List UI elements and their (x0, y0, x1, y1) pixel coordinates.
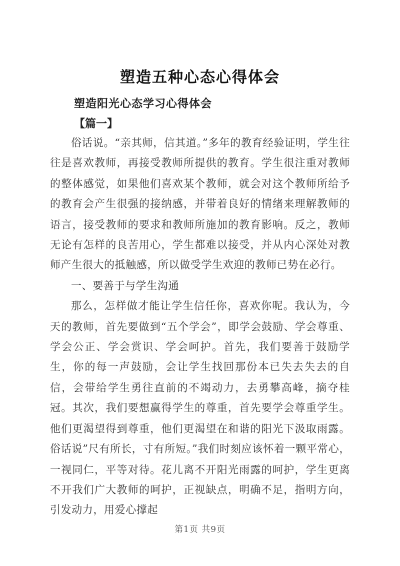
document-body (50, 133, 350, 521)
document-subtitle: 塑造阳光心态学习心得体会 (74, 97, 212, 110)
paragraph-intro: 俗话说。“亲其师，信其道。”多年的教育经验证明，学生往往是喜欢教师，再接受教师所提供的教育。学生很注重对教师的整体感觉，如果他们喜欢某个教师，就会对这个教师所给予的教育会产生很强的接纳感，并带着良好的情绪来理解教师的语言，接受教师的要求和教师所施加的教育影响。反之，教师无论有怎样的良苦用心，学生都难以接受，并从内心深处对教师产生很大的抵触感，所以做受学生欢迎的教师已势在必行。 (50, 137, 350, 272)
paragraph-main: 那么，怎样做才能让学生信任你，喜欢你呢。我认为，今天的教师，首先要做到“五个学会”，即学会鼓励、学会尊重、学会公正、学会赏识、学会呵护。首先，我们要善于鼓励学生，你的每一声鼓励，会让学生找回那份本已失去失去的自信，会带给学生勇往直前的不竭动力，去勇攀高峰，摘夺桂冠。其次，我们要想赢得学生的尊重，首先要学会尊重学生。他们更渴望得到尊重，他们更渴望在和谐的阳光下汲取雨露。俗话说”尺有所长，寸有所短。”我们时刻应该怀着一颗平常心，一视同仁，平等对待。花儿离不开阳光雨露的呵护，学生更离不开我们广大教师的呵护，正视缺点，明确不足，指明方向，引发动力，用爱心撑起 (50, 300, 350, 517)
section-heading: 一、要善于与学生沟通 (71, 279, 179, 292)
page-footer: 第1页 共9页 (174, 525, 226, 535)
section-marker: 【篇一】 (74, 117, 118, 130)
document-title: 塑造五种心态心得体会 (119, 68, 280, 86)
